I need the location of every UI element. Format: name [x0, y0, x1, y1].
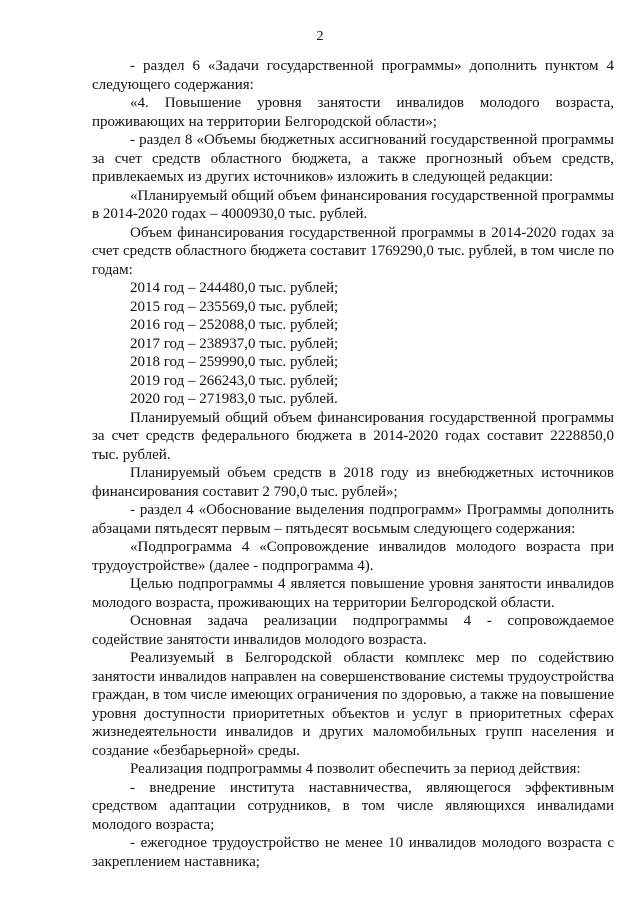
paragraph-section-8: - раздел 8 «Объемы бюджетных ассигнований государственной программы за счет средств областного бюджета, а также прогнозный объем средств, привлекаемых из других источников» изложить в следующей редакции: [92, 132, 614, 185]
paragraph-total-financing: «Планируемый общий объем финансирования государственной программы в 2014-2020 годах – 4000930,0 тыс. рублей. [92, 187, 614, 222]
paragraph-goal: Целью подпрограммы 4 является повышение уровня занятости инвалидов молодого возраста, проживающих на территории Белгородской области. [92, 576, 614, 611]
year-line-2017: 2017 год – 238937,0 тыс. рублей; [130, 335, 339, 352]
paragraph-federal-budget: Планируемый общий объем финансирования государственной программы за счет средств федерального бюджета в 2014-2020 годах составит 2228850,0 тыс. рублей. [92, 409, 614, 463]
paragraph-main-task: Основная задача реализации подпрограммы 4 - сопровождаемое содействие занятости инвалидов молодого возраста. [92, 613, 614, 648]
paragraph-complex-measures: Реализуемый в Белгородской области комплекс мер по содействию занятости инвалидов направлен на совершенствование системы трудоустройства граждан, в том числе имеющих ограничения по здоровью, а также на повышение уровня доступности приоритетных объектов и услуг в приоритетных сферах жизнедеятельности инвалидов и других маломобильных групп населения и создание «безбарьерной» среды. [92, 650, 614, 759]
paragraph-regional-budget: Объем финансирования государственной программы в 2014-2020 годах за счет средств областного бюджета составит 1769290,0 тыс. рублей, в том числе по годам: [92, 224, 614, 278]
year-line-2018: 2018 год – 259990,0 тыс. рублей; [130, 354, 339, 370]
paragraph-section-4: - раздел 4 «Обоснование выделения подпрограмм» Программы дополнить абзацами пятьдесят первым – пятьдесят восьмым следующего содержания: [92, 502, 614, 537]
paragraph-employment: - ежегодное трудоустройство не менее 10 инвалидов молодого возраста с закреплением наставника; [92, 835, 614, 870]
year-line-2015: 2015 год – 235569,0 тыс. рублей; [130, 298, 339, 315]
paragraph-subprogram-4: «Подпрограмма 4 «Сопровождение инвалидов молодого возраста при трудоустройстве» (далее - подпрограмма 4). [92, 539, 614, 574]
year-line-2019: 2019 год – 266243,0 тыс. рублей; [130, 372, 339, 389]
paragraph-section-6: - раздел 6 «Задачи государственной программы» дополнить пунктом 4 следующего содержания: [92, 58, 614, 93]
page-number: 2 [316, 29, 324, 44]
paragraph-extrabudgetary: Планируемый объем средств в 2018 году из внебюджетных источников финансирования составит 2 790,0 тыс. рублей»; [92, 465, 614, 500]
paragraph-implementation: Реализация подпрограммы 4 позволит обеспечить за период действия: [130, 761, 581, 777]
paragraph-point-4: «4. Повышение уровня занятости инвалидов молодого возраста, проживающих на территории Белгородской области»; [92, 95, 614, 130]
document-body [92, 57, 614, 871]
paragraph-mentorship: - внедрение института наставничества, являющегося эффективным средством адаптации сотрудников, в том числе являющихся инвалидами молодого возраста; [92, 779, 614, 833]
year-line-2020: 2020 год – 271983,0 тыс. рублей. [130, 391, 338, 407]
year-line-2016: 2016 год – 252088,0 тыс. рублей; [130, 317, 339, 333]
year-line-2014: 2014 год – 244480,0 тыс. рублей; [130, 280, 339, 296]
